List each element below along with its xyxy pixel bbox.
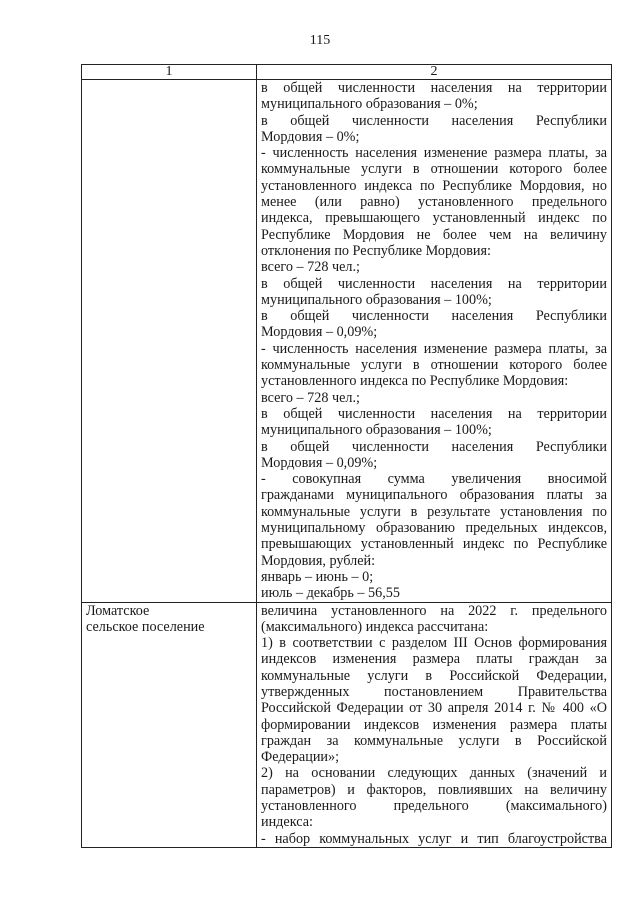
text-line: индекса:	[261, 814, 313, 831]
text-line: всего – 728 чел.;	[261, 259, 360, 276]
text-line: январь – июнь – 0;	[261, 568, 374, 585]
text-line: Мордовия – 0,09%;	[261, 324, 378, 341]
header-col-2: 2	[257, 65, 612, 80]
text-line: менее (или равно) установленного предельного	[261, 194, 607, 211]
text-line: коммунальные услуги в Российской Федерации,	[261, 667, 607, 684]
text-line: установленного предельного (максимального)	[261, 798, 607, 815]
text-line: формировании индексов изменения размера платы	[261, 716, 607, 733]
text-line: - совокупная сумма увеличения вносимой	[261, 471, 607, 488]
text-line: всего – 728 чел.;	[261, 389, 360, 406]
text-line: граждан за коммунальные услуги в Российской	[261, 732, 607, 749]
text-line: в общей численности населения Республики	[261, 308, 607, 325]
text-line: индекса, превышающего установленный индекс по	[261, 210, 607, 227]
text-line: Мордовия – 0,09%;	[261, 454, 378, 471]
text-line: превышающих установленный индекс по Республике	[261, 536, 607, 553]
page-number: 115	[309, 33, 331, 48]
row2-description	[257, 602, 612, 847]
text-line: в общей численности населения Республики	[261, 112, 607, 129]
text-line: 2) на основании следующих данных (значений и	[261, 765, 607, 782]
text-line: утвержденных постановлением Правительства	[261, 683, 607, 700]
text-line: - набор коммунальных услуг и тип благоустройства	[261, 830, 607, 847]
text-line: в общей численности населения на территории	[261, 275, 607, 292]
text-line: в общей численности населения на территории	[261, 405, 607, 422]
text-line: коммунальные услуги в отношении которого более	[261, 161, 607, 178]
text-line: муниципального образования – 0%;	[261, 96, 478, 113]
text-line: муниципального образования – 100%;	[261, 422, 492, 439]
text-line: - численность населения изменение размера платы, за	[261, 145, 607, 162]
text-line: муниципальному образованию предельных индексов,	[261, 520, 607, 537]
text-line: 1) в соответствии с разделом III Основ формирования	[261, 635, 607, 652]
municipality-name-cell	[82, 80, 257, 603]
table-header-row	[82, 65, 612, 80]
text-line: установленного индекса по Республике Мордовия, но	[261, 177, 607, 194]
table-row	[82, 602, 612, 847]
text-line: муниципального образования – 100%;	[261, 291, 492, 308]
text-line: июль – декабрь – 56,55	[261, 585, 400, 602]
text-line: Мордовия, рублей:	[261, 552, 376, 569]
text-line: в общей численности населения на территории	[261, 80, 607, 96]
text-line: установленного индекса по Республике Мордовия:	[261, 373, 569, 390]
text-line: (максимального) индекса рассчитана:	[261, 618, 489, 635]
text-line: коммунальные услуги в отношении которого более	[261, 357, 607, 374]
text-line: индексов изменения размера платы граждан за	[261, 651, 607, 668]
text-line: Республике Мордовия не более чем на величину	[261, 226, 607, 243]
text-line: Мордовия – 0%;	[261, 128, 360, 145]
row1-description	[257, 80, 612, 603]
municipal-index-table	[81, 64, 612, 848]
text-line: Федерации»;	[261, 749, 340, 766]
table-row	[82, 80, 612, 603]
header-col-1: 1	[82, 65, 257, 80]
municipality-name-line: сельское поселение	[86, 618, 205, 635]
text-line: гражданами муниципального образования платы за	[261, 487, 607, 504]
text-line: Российской Федерации от 30 апреля 2014 г. № 400 «О	[261, 700, 607, 717]
text-line: коммунальные услуги в результате установления по	[261, 503, 607, 520]
text-line: величина установленного на 2022 г. предельного	[261, 602, 607, 619]
municipality-name-line: Ломатское	[86, 602, 150, 619]
text-line: в общей численности населения Республики	[261, 438, 607, 455]
municipality-name-cell	[82, 602, 257, 847]
text-line: - численность населения изменение размера платы, за	[261, 340, 607, 357]
text-line: параметров) и факторов, повлиявших на величину	[261, 781, 607, 798]
text-line: отклонения по Республике Мордовия:	[261, 242, 491, 259]
